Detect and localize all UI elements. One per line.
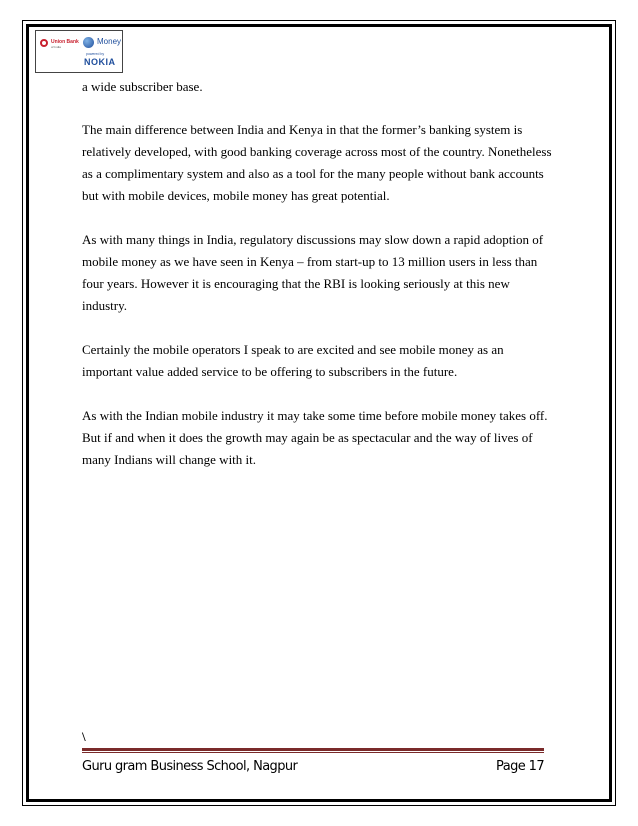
page-number: Page 17 [496, 759, 544, 774]
union-bank-logo [40, 38, 80, 50]
paragraph: Certainly the mobile operators I speak to are excited and see mobile money as an important value added service to be offering to subscribers in the future. [82, 342, 504, 379]
powered-by-label: powered by [86, 52, 105, 56]
nokia-logo-text: NOKIA [84, 57, 116, 67]
union-bank-name: Union Bank [51, 39, 79, 45]
paragraph: As with the Indian mobile industry it may take some time before mobile money takes off. But if and when it does the growth may again be as spectacular and the way of lives of many Indians will change with it. [82, 408, 548, 467]
footer-rule-thin [82, 752, 544, 753]
document-body [82, 76, 552, 493]
money-logo [83, 36, 121, 50]
union-bank-mark-icon [40, 39, 48, 47]
paragraph: a wide subscriber base. [82, 79, 203, 94]
footer-rule [82, 748, 544, 751]
header-logo [35, 30, 123, 73]
money-product-name: Money [97, 37, 122, 46]
money-globe-icon [83, 37, 94, 48]
paragraph: As with many things in India, regulatory discussions may slow down a rapid adoption of mobile money as we have seen in Kenya – from start-up to 13 million users in less than four years. However it is encouraging that the RBI is looking seriously at this new industry. [82, 232, 544, 313]
union-bank-tagline: of India [51, 45, 61, 49]
paragraph: The main difference between India and Kenya in that the former’s banking system is relatively developed, with good banking coverage across most of the country. Nonetheless as a complimentary system and also as a tool for the many people without bank accounts but with mobile devices, mobile money has great potential. [82, 122, 552, 203]
footer-institution: Guru gram Business School, Nagpur [82, 759, 298, 774]
stray-backslash-mark: \ [82, 729, 86, 744]
